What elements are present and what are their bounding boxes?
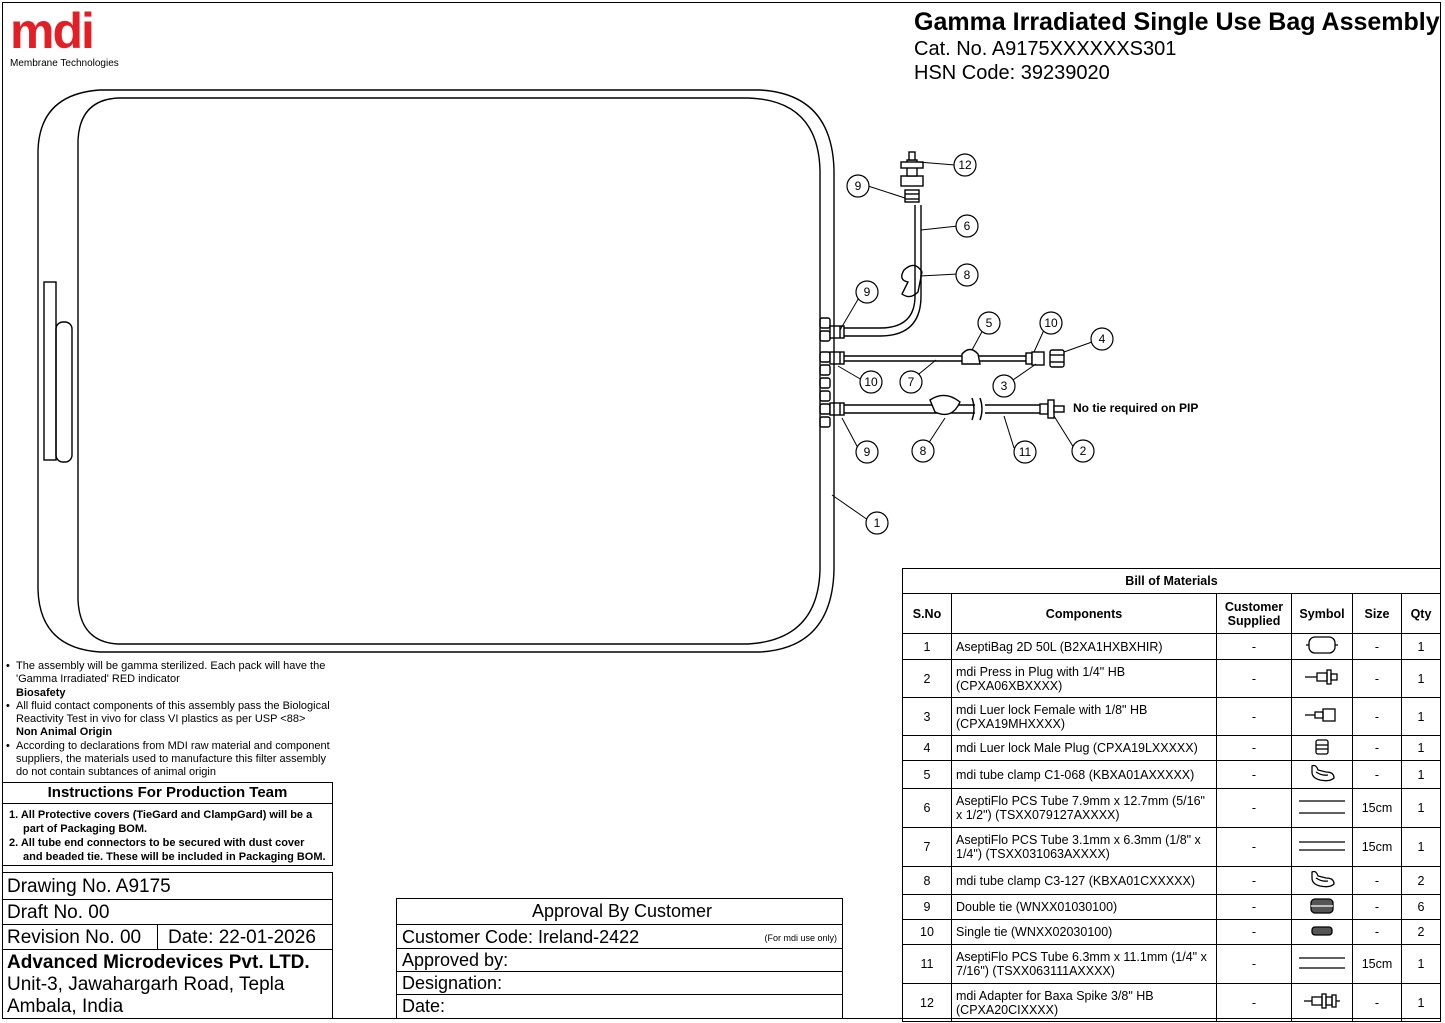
tube-icon (1292, 945, 1353, 984)
notes-section (6, 660, 334, 780)
revision-number: Revision No. 00 (3, 925, 158, 949)
clamp-icon (1292, 761, 1353, 789)
hsn-code: HSN Code: 39239020 (914, 62, 1110, 84)
bom-header-size: Size (1353, 594, 1402, 634)
bom-sno: 4 (903, 736, 952, 761)
bom-supplied: - (1217, 920, 1292, 945)
table-row (903, 828, 1441, 867)
callout-10-right: 10 (1044, 316, 1058, 330)
table-row (903, 634, 1441, 660)
bom-component: mdi tube clamp C3-127 (KBXA01CXXXXX) (952, 867, 1217, 895)
callout-9-bottom: 9 (863, 445, 871, 459)
bom-supplied: - (1217, 634, 1292, 660)
luer-female-icon (1292, 698, 1353, 736)
bom-qty: 1 (1402, 828, 1441, 867)
bom-header-symbol: Symbol (1292, 594, 1353, 634)
bom-header-supplied: Customer Supplied (1217, 594, 1292, 634)
customer-code-row (397, 925, 842, 949)
bom-title: Bill of Materials (903, 569, 1441, 594)
table-row (903, 920, 1441, 945)
bom-qty: 1 (1402, 945, 1441, 984)
revision-row (3, 925, 332, 950)
bom-sno: 5 (903, 761, 952, 789)
instructions-title: Instructions For Production Team (3, 783, 332, 804)
top-tube-line (830, 152, 923, 338)
callout-11: 11 (1018, 445, 1032, 459)
bom-sno: 10 (903, 920, 952, 945)
bom-qty: 2 (1402, 920, 1441, 945)
callout-8-bottom: 8 (919, 444, 927, 458)
bom-supplied: - (1217, 945, 1292, 984)
bom-component: AseptiFlo PCS Tube 3.1mm x 6.3mm (1/8" x 1/4") (TSXX031063AXXXX) (952, 828, 1217, 867)
callout-2: 2 (1079, 444, 1087, 458)
instructions-box (2, 782, 333, 866)
bag-outline-outer (38, 90, 834, 652)
bom-sno: 11 (903, 945, 952, 984)
bom-size: - (1353, 736, 1402, 761)
approval-block (396, 898, 843, 1019)
bag-handle (44, 282, 56, 460)
bom-qty: 1 (1402, 789, 1441, 828)
note-heading: Biosafety (16, 686, 66, 699)
callout-10-left: 10 (864, 375, 878, 389)
table-row (903, 761, 1441, 789)
bom-qty: 1 (1402, 984, 1441, 1022)
double-tie-icon (1292, 895, 1353, 920)
bom-supplied: - (1217, 698, 1292, 736)
bom-sno: 3 (903, 698, 952, 736)
tube-icon (1292, 789, 1353, 828)
bom-sno: 2 (903, 660, 952, 698)
bom-size: - (1353, 660, 1402, 698)
bom-qty: 1 (1402, 698, 1441, 736)
bom-component: mdi Adapter for Baxa Spike 3/8" HB (CPXA20CIXXXX) (952, 984, 1217, 1022)
luer-male-icon (1292, 736, 1353, 761)
callout-8-top: 8 (963, 268, 971, 282)
bom-supplied: - (1217, 984, 1292, 1022)
note-bullet: • All fluid contact components of this assembly pass the Biological Reactivity Test in vivo for class VI plastics as per USP <88> (6, 700, 334, 727)
callout-3: 3 (1000, 379, 1008, 393)
callout-circles (847, 154, 1113, 534)
drawing-number: Drawing No. A9175 (3, 873, 332, 900)
company-name: Advanced Microdevices Pvt. LTD. (7, 952, 310, 973)
tube-icon (1292, 828, 1353, 867)
bom-size: 15cm (1353, 789, 1402, 828)
bag-icon (1292, 634, 1353, 660)
table-row (903, 698, 1441, 736)
drawing-info-block (2, 872, 333, 1019)
bom-qty: 1 (1402, 660, 1441, 698)
bom-sno: 12 (903, 984, 952, 1022)
bag-outline-inner (78, 98, 820, 644)
clamp-icon (1292, 867, 1353, 895)
bag-handle-slot (56, 322, 72, 462)
instruction-item: 1. All Protective covers (TieGard and ClampGard) will be a part of Packaging BOM. (9, 809, 313, 835)
bom-component: mdi Luer lock Female with 1/8" HB (CPXA19MHXXXX) (952, 698, 1217, 736)
bom-component: mdi tube clamp C1-068 (KBXA01AXXXXX) (952, 761, 1217, 789)
bom-component: mdi Press in Plug with 1/4" HB (CPXA06XBXXXX) (952, 660, 1217, 698)
bom-component: mdi Luer lock Male Plug (CPXA19LXXXXX) (952, 736, 1217, 761)
drawing-title: Gamma Irradiated Single Use Bag Assembly (914, 8, 1440, 36)
bom-supplied: - (1217, 789, 1292, 828)
bom-supplied: - (1217, 761, 1292, 789)
bom-table (902, 568, 1441, 1022)
bom-qty: 2 (1402, 867, 1441, 895)
approval-date: Date: (402, 996, 446, 1016)
bom-size: 15cm (1353, 828, 1402, 867)
bom-size: - (1353, 634, 1402, 660)
callout-9-middle: 9 (863, 285, 871, 299)
bom-qty: 1 (1402, 634, 1441, 660)
bom-size: - (1353, 920, 1402, 945)
mdi-use-note: (For mdi use only) (764, 933, 837, 943)
bom-qty: 1 (1402, 736, 1441, 761)
bom-supplied: - (1217, 895, 1292, 920)
company-address-line2: Ambala, India (7, 996, 124, 1017)
table-row (903, 660, 1441, 698)
bom-supplied: - (1217, 736, 1292, 761)
callout-12: 12 (958, 158, 972, 172)
bom-component: Double tie (WNXX01030100) (952, 895, 1217, 920)
callout-6: 6 (963, 219, 971, 233)
bom-qty: 6 (1402, 895, 1441, 920)
note-bullet: • According to declarations from MDI raw material and component suppliers, the materials used to manufacture this filter assembly do not contain subtances of animal origin (6, 740, 334, 780)
bom-sno: 6 (903, 789, 952, 828)
bom-size: - (1353, 895, 1402, 920)
table-row (903, 984, 1441, 1022)
bom-supplied: - (1217, 660, 1292, 698)
logo-subtitle: Membrane Technologies (10, 58, 119, 69)
bottom-tube-line (830, 395, 1064, 420)
adapter-icon (1292, 984, 1353, 1022)
approved-by: Approved by: (397, 949, 842, 972)
note-bullet: • The assembly will be gamma sterilized. Each pack will have the 'Gamma Irradiated' RED indicator (6, 660, 334, 687)
bom-header-sno: S.No (903, 594, 952, 634)
callout-7: 7 (907, 375, 915, 389)
bom-sno: 1 (903, 634, 952, 660)
table-row (903, 867, 1441, 895)
note-heading: Non Animal Origin (16, 726, 113, 739)
revision-date: Date: 22-01-2026 (168, 927, 316, 948)
callout-4: 4 (1098, 332, 1106, 346)
callout-1: 1 (873, 516, 881, 530)
bom-component: AseptiBag 2D 50L (B2XA1HXBXHIR) (952, 634, 1217, 660)
instruction-item: 2. All tube end connectors to be secured with dust cover and beaded tie. These will be included in Packaging BOM. (9, 837, 326, 863)
customer-code: Customer Code: Ireland-2422 (402, 927, 640, 947)
port-strip (820, 318, 830, 427)
bom-supplied: - (1217, 867, 1292, 895)
draft-number: Draft No. 00 (3, 900, 332, 925)
pip-note: No tie required on PIP (1073, 401, 1199, 415)
designation: Designation: (397, 972, 842, 995)
bom-sno: 8 (903, 867, 952, 895)
callout-5: 5 (985, 316, 993, 330)
bom-sno: 7 (903, 828, 952, 867)
bom-component: Single tie (WNXX02030100) (952, 920, 1217, 945)
bom-sno: 9 (903, 895, 952, 920)
single-tie-icon (1292, 920, 1353, 945)
bom-size: - (1353, 867, 1402, 895)
table-row (903, 736, 1441, 761)
bom-component: AseptiFlo PCS Tube 7.9mm x 12.7mm (5/16" x 1/2") (TSXX079127AXXXX) (952, 789, 1217, 828)
middle-tube-line (830, 350, 1064, 368)
table-row (903, 945, 1441, 984)
bom-size: - (1353, 984, 1402, 1022)
bom-qty: 1 (1402, 761, 1441, 789)
bom-supplied: - (1217, 828, 1292, 867)
table-row (903, 789, 1441, 828)
logo-text: mdi (10, 3, 93, 59)
bom-size: - (1353, 698, 1402, 736)
bom-header-qty: Qty (1402, 594, 1441, 634)
catalog-number: Cat. No. A9175XXXXXXS301 (914, 38, 1177, 60)
plug-icon (1292, 660, 1353, 698)
company-address-line1: Unit-3, Jawahargarh Road, Tepla (7, 974, 285, 995)
bom-size: - (1353, 761, 1402, 789)
callout-9-top: 9 (854, 179, 862, 193)
bom-size: 15cm (1353, 945, 1402, 984)
table-row (903, 895, 1441, 920)
bom-header-components: Components (952, 594, 1217, 634)
bom-component: AseptiFlo PCS Tube 6.3mm x 11.1mm (1/4" x 7/16") (TSXX063111AXXXX) (952, 945, 1217, 984)
approval-title: Approval By Customer (397, 899, 842, 925)
